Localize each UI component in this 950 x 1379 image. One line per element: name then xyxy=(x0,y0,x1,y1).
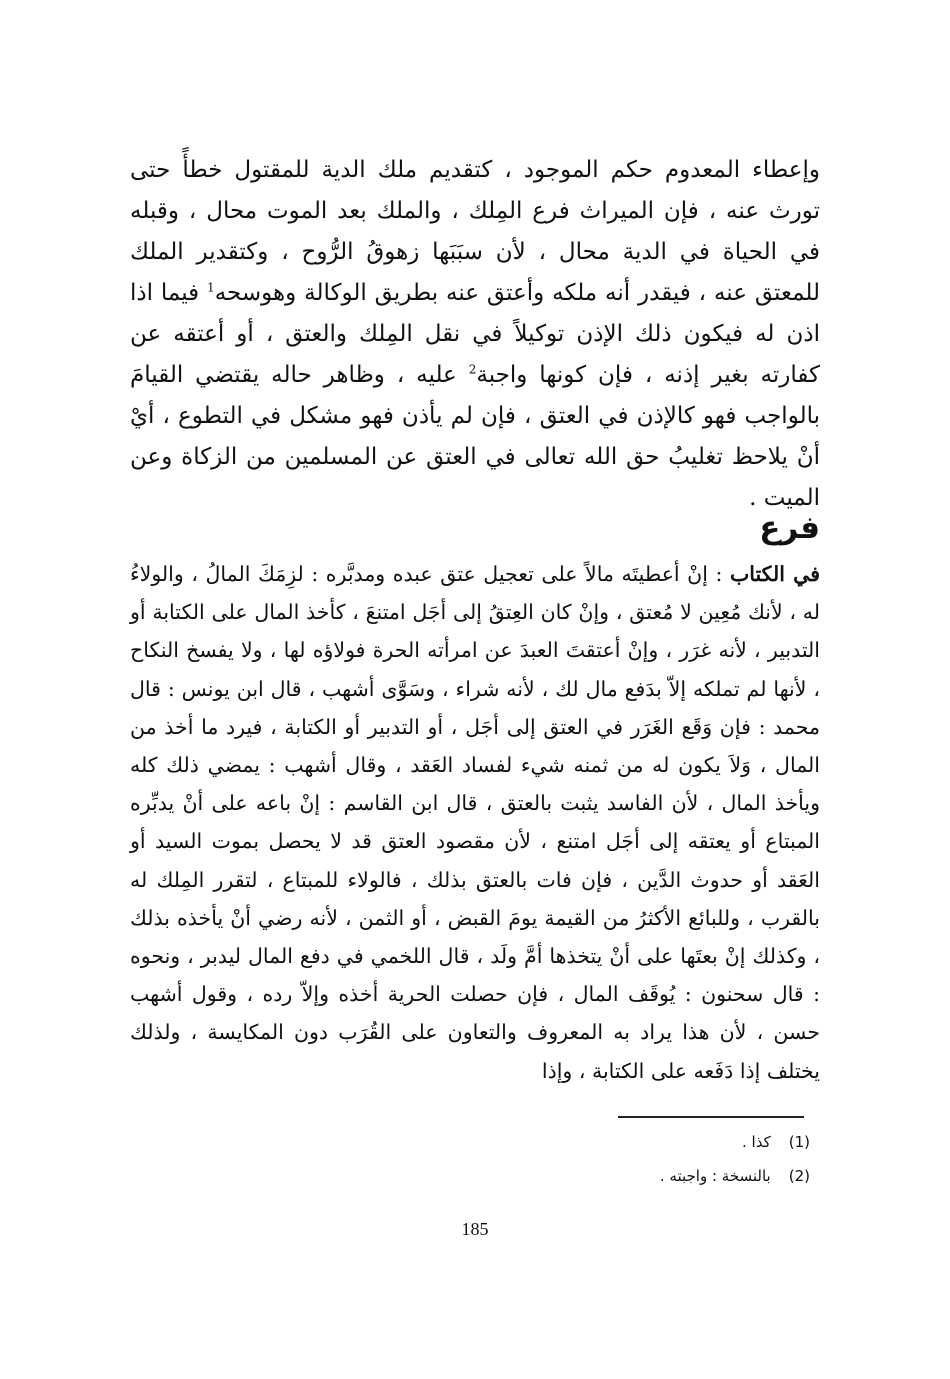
paragraph-1-part-3: عليه ، وظاهر حاله يقتضي القيامَ بالواجب فهو كالإذن في العتق ، فإن لم يأذن فهو مشكل في التطوع ، أيْ أنْ يلاحظ تغليبُ حق الله تعالى في العتق عن المسلمين من الزكاة وعن الميت . xyxy=(130,362,820,511)
paragraph-1-part-1: وإعطاء المعدوم حكم الموجود ، كتقديم ملك الدية للمقتول خطأً حتى تورث عنه ، فإن الميراث فرع المِلك ، والملك بعد الموت محال ، وقبله في الحياة في الدية محال ، لأن سبَبَها زهوقُ الرُّوح ، وكتقدير الملك للمعتق عنه ، فيقدر أنه ملكه وأعتق عنه بطريق الوكالة وهوسحه xyxy=(130,157,820,306)
paragraph-2-lead: في الكتاب xyxy=(729,562,820,586)
footnote-1 xyxy=(742,1131,810,1153)
section-heading: فرع xyxy=(759,510,820,546)
footnote-2-number: (2) xyxy=(788,1167,810,1185)
page-number: 185 xyxy=(461,1219,489,1239)
footnote-2 xyxy=(660,1165,810,1187)
paragraph-1 xyxy=(130,150,820,519)
paragraph-1-part-2: فيما اذا اذن له فيكون ذلك الإذن توكيلاً في نقل المِلك والعتق ، أو أعتقه عن كفارته بغير إذنه ، فإن كونها واجبة xyxy=(130,280,820,388)
footnote-1-text: كذا . xyxy=(742,1133,771,1151)
paragraph-2-body: : إنْ أعطيتَه مالاً على تعجيل عتق عبده ومدبَّره : لزِمَكَ المالُ ، والولاءُ له ، لأنك مُعِين لا مُعتق ، وإنْ كان العِتقُ إلى أجَل امتنعَ ، كأخذ المال على الكتابة أو التدبير ، لأنه غرَر ، وإنْ أعتقتَ العبدَ عن امرأته الحرة فولاؤه لها ، ولا يفسخ النكاح ، لأنها لم تملكه إلاّ بدَفع مال لك ، لأنه شراء ، وسَوَّى أشهب ، قال ابن يونس : قال محمد : فإن وَقَع الغَرَر في العتق إلى أجَل ، أو التدبير أو الكتابة ، فيرد ما أخذ من المال ، وَلاَ يكون له من ثمنه شيء لفساد العَقد ، وقال أشهب : يمضي ذلك كله ويأخذ المال ، لأن الفاسد يثبت بالعتق ، قال ابن القاسم : إنْ باعه على أنْ يدبِّره المبتاع أو يعتقه إلى أجَل امتنع ، لأن مقصود العتق قد لا يحصل بموت السيد أو العَقد أو حدوث الدَّين ، فإن فات بالعتق بذلك ، فالولاء للمبتاع ، لتقرر المِلك له بالقرب ، وللبائع الأكثرُ من القيمة يومَ القبض ، أو الثمن ، لأنه رضي أنْ يأخذه بذلك ، وكذلك إنْ بعتَها على أنْ يتخذها أمَّ ولَد ، قال اللخمي في دفع المال ليدبر ، ونحوه : قال سحنون : يُوقَف المال ، فإن حصلت الحرية أخذه وإلاّ رده ، وقول أشهب حسن ، لأن هذا يراد به المعروف والتعاون على القُرَب دون المكايسة ، ولذلك يختلف إذا دَفَعه على الكتابة ، وإذا xyxy=(130,562,820,1083)
footnote-ref-1: 1 xyxy=(207,280,215,295)
footnote-2-text: بالنسخة : واجبته . xyxy=(659,1167,771,1185)
footnote-1-number: (1) xyxy=(788,1133,810,1151)
paragraph-2-text xyxy=(130,555,820,1090)
footnote-divider xyxy=(618,1116,804,1118)
footnote-ref-2: 2 xyxy=(468,362,477,377)
paragraph-2 xyxy=(130,555,820,1090)
paragraph-1-text xyxy=(130,150,820,519)
